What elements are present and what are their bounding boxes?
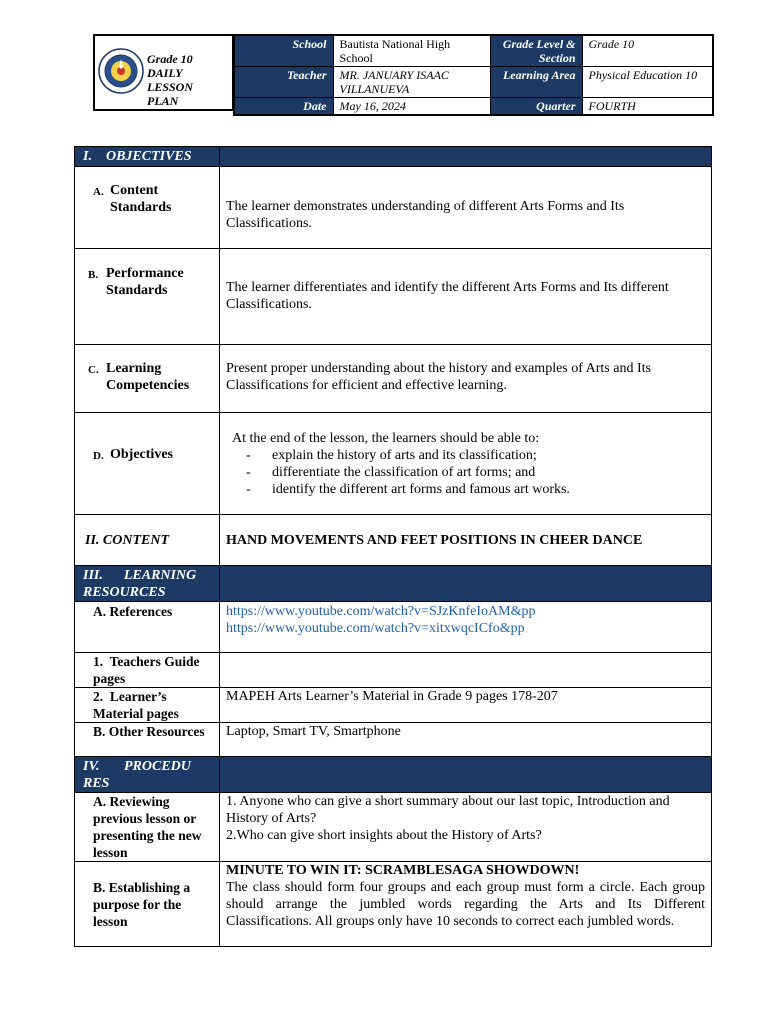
reviewing-question-1: 1. Anyone who can give a short summary about our last topic, Introduction and History of Arts?: [226, 794, 670, 826]
area-value: Physical Education 10: [582, 67, 713, 98]
objectives-row: [75, 413, 712, 515]
logo-title: Grade 10 DAILY LESSON PLAN: [147, 52, 194, 108]
other-resources-row: [75, 723, 712, 757]
objectives-label: Objectives: [110, 447, 173, 462]
content-row: [75, 515, 712, 566]
area-label: Learning Area: [490, 67, 582, 98]
performance-standards-text: The learner differentiates and identify the different Arts Forms and Its different Classifications.: [220, 249, 712, 345]
objectives-heading: OBJECTIVES: [105, 149, 192, 164]
content-letter: A.: [93, 186, 104, 198]
grade-value: Grade 10: [582, 35, 713, 67]
performance-standards-row: [75, 249, 712, 345]
content-standards-row: [75, 167, 712, 249]
teachers-guide-row: [75, 653, 712, 688]
teacher-value: MR. JANUARY ISAAC VILLANUEVA: [333, 67, 490, 98]
content-text: HAND MOVEMENTS AND FEET POSITIONS IN CHEER DANCE: [220, 515, 712, 566]
objective-item: - differentiate the classification of art forms; and: [232, 464, 705, 481]
reviewing-label: A. Reviewing previous lesson or presenting the new lesson: [75, 793, 220, 862]
other-resources-text: Laptop, Smart TV, Smartphone: [220, 723, 712, 757]
teacher-label: Teacher: [234, 67, 333, 98]
purpose-label: B. Establishing a purpose for the lesson: [75, 862, 220, 947]
teachers-guide-label: 1. Teachers Guide pages: [75, 653, 220, 688]
header-info-table: [233, 34, 714, 116]
content-standards-label: Content Standards: [110, 183, 172, 215]
procedures-heading-row: [75, 757, 712, 793]
grade-label: Grade Level & Section: [490, 35, 582, 67]
learning-competencies-row: [75, 345, 712, 413]
lesson-plan-table: [74, 146, 712, 947]
resources-heading: III. LEARNING RESOURCES: [75, 566, 220, 602]
reference-link-1[interactable]: https://www.youtube.com/watch?v=SJzKnfeIoAM&pp: [226, 604, 536, 619]
performance-letter: B.: [88, 269, 99, 281]
objectives-letter: D.: [93, 450, 104, 462]
objectives-intro: At the end of the lesson, the learners should be able to:: [232, 431, 540, 446]
content-label: II. CONTENT: [75, 515, 220, 566]
reviewing-row: [75, 793, 712, 862]
other-resources-label: B. Other Resources: [75, 723, 220, 757]
learning-competencies-text: Present proper understanding about the history and examples of Arts and Its Classifications for efficient and effective learning.: [220, 345, 712, 413]
school-value: Bautista National High School: [333, 35, 490, 67]
date-value: May 16, 2024: [333, 98, 490, 116]
quarter-label: Quarter: [490, 98, 582, 116]
learners-material-text: MAPEH Arts Learner’s Material in Grade 9 pages 178-207: [220, 688, 712, 723]
performance-standards-label: Performance Standards: [106, 266, 184, 298]
objectives-list: [232, 447, 705, 498]
purpose-title: MINUTE TO WIN IT: SCRAMBLESAGA SHOWDOWN!: [226, 863, 580, 878]
deped-seal-icon: [98, 48, 144, 94]
reviewing-question-2: 2.Who can give short insights about the History of Arts?: [226, 828, 542, 843]
reference-link-2[interactable]: https://www.youtube.com/watch?v=xitxwqcICfo&pp: [226, 621, 525, 636]
competency-letter: C.: [88, 364, 99, 376]
quarter-value: FOURTH: [582, 98, 713, 116]
learners-material-label: 2. Learner’s Material pages: [75, 688, 220, 723]
teachers-guide-text: [220, 653, 712, 688]
purpose-row: [75, 862, 712, 947]
procedures-heading: IV. PROCEDU RES: [75, 757, 220, 793]
objective-item: - identify the different art forms and famous art works.: [232, 481, 705, 498]
objectives-heading-num: I.: [83, 149, 92, 164]
references-row: [75, 602, 712, 653]
header-logo-box: [93, 34, 234, 111]
objectives-heading-row: [75, 147, 712, 167]
date-label: Date: [234, 98, 333, 116]
learners-material-row: [75, 688, 712, 723]
references-label: A. References: [75, 602, 220, 653]
objective-item: - explain the history of arts and its classification;: [232, 447, 705, 464]
resources-heading-row: [75, 566, 712, 602]
purpose-text: The class should form four groups and each group must form a circle. Each group should arrange the jumbled words regarding the Arts and Its Different Classifications. All groups only have 10 seconds to correct each jumbled words.: [226, 880, 705, 929]
school-label: School: [234, 35, 333, 67]
learning-competencies-label: Learning Competencies: [106, 361, 190, 393]
content-standards-text: The learner demonstrates understanding of different Arts Forms and Its Classifications.: [220, 167, 712, 249]
